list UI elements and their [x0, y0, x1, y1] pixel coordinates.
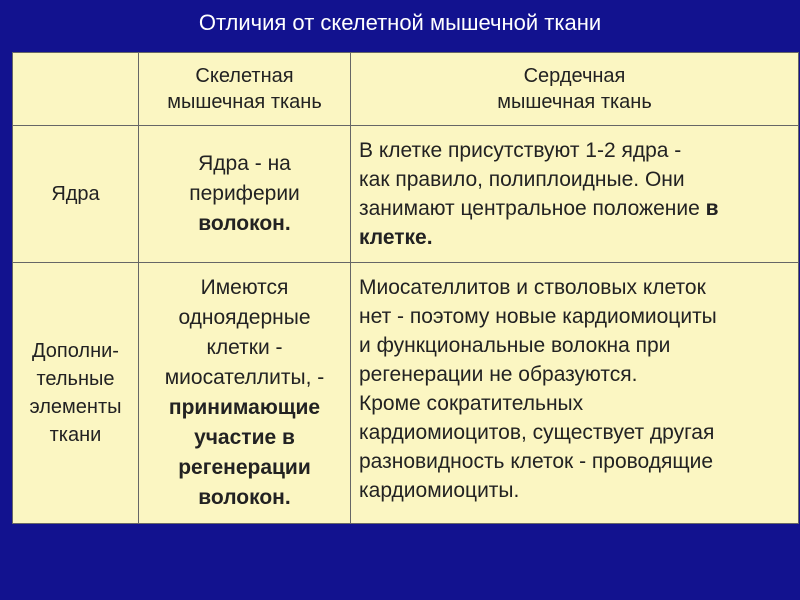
row-label-line: ткани [49, 424, 102, 446]
skeletal-additional-line: одноядерные [178, 306, 311, 329]
row-label-line: элементы [29, 396, 122, 418]
skeletal-additional-line: клетки - [206, 336, 283, 359]
table-row-additional [13, 263, 799, 524]
skeletal-additional-bold-line: волокон. [198, 486, 291, 509]
row-label-line: Дополни- [32, 340, 119, 362]
skeletal-additional-cell [139, 263, 351, 524]
skeletal-nuclei-line: Ядра - на [198, 152, 291, 175]
cardiac-additional-line: регенерации не образуются. [359, 363, 638, 386]
cardiac-nuclei-cell [351, 126, 799, 263]
skeletal-additional-line: миосателлиты, - [164, 366, 325, 389]
skeletal-nuclei-cell [139, 126, 351, 263]
header-empty-cell [13, 53, 139, 126]
row-label-line: тельные [36, 368, 115, 390]
header-skeletal-line: мышечная ткань [167, 91, 322, 113]
cardiac-additional-line: Кроме сократительных [359, 392, 584, 415]
header-skeletal-line: Скелетная [195, 65, 294, 87]
skeletal-nuclei-bold-line: волокон. [198, 212, 291, 235]
skeletal-nuclei-line: периферии [189, 182, 300, 205]
cardiac-nuclei-bold-line: клетке. [359, 226, 433, 249]
skeletal-additional-line: Имеются [200, 276, 289, 299]
header-skeletal-cell [139, 53, 351, 126]
comparison-table [12, 52, 799, 524]
header-cardiac-line: мышечная ткань [497, 91, 652, 113]
skeletal-additional-bold-line: участие в [194, 426, 295, 449]
row-label-line: Ядра [51, 183, 100, 205]
table-header-row [13, 53, 799, 126]
header-cardiac-cell [351, 53, 799, 126]
skeletal-additional-bold-line: принимающие [168, 396, 321, 419]
cardiac-additional-line: нет - поэтому новые кардиомиоциты [359, 305, 717, 328]
cardiac-additional-cell [351, 263, 799, 524]
skeletal-additional-bold-line: регенерации [178, 456, 311, 479]
cardiac-additional-line: и функциональные волокна при [359, 334, 671, 357]
table-row-nuclei [13, 126, 799, 263]
header-cardiac-line: Сердечная [523, 65, 626, 87]
cardiac-nuclei-line: как правило, полиплоидные. Они [359, 168, 685, 191]
cardiac-additional-line: разновидность клеток - проводящие [359, 450, 714, 473]
row-label-additional [13, 263, 139, 524]
cardiac-additional-line: Миосателлитов и стволовых клеток [359, 276, 706, 299]
slide-title: Отличия от скелетной мышечной ткани [198, 10, 602, 35]
cardiac-nuclei-line: занимают центральное положение [359, 197, 700, 220]
cardiac-nuclei-line: В клетке присутствуют 1-2 ядра - [359, 139, 682, 162]
cardiac-additional-line: кардиомиоцитов, существует другая [359, 421, 715, 444]
cardiac-additional-line: кардиомиоциты. [359, 479, 520, 502]
row-label-nuclei [13, 126, 139, 263]
cardiac-nuclei-bold-word: в [705, 197, 719, 220]
